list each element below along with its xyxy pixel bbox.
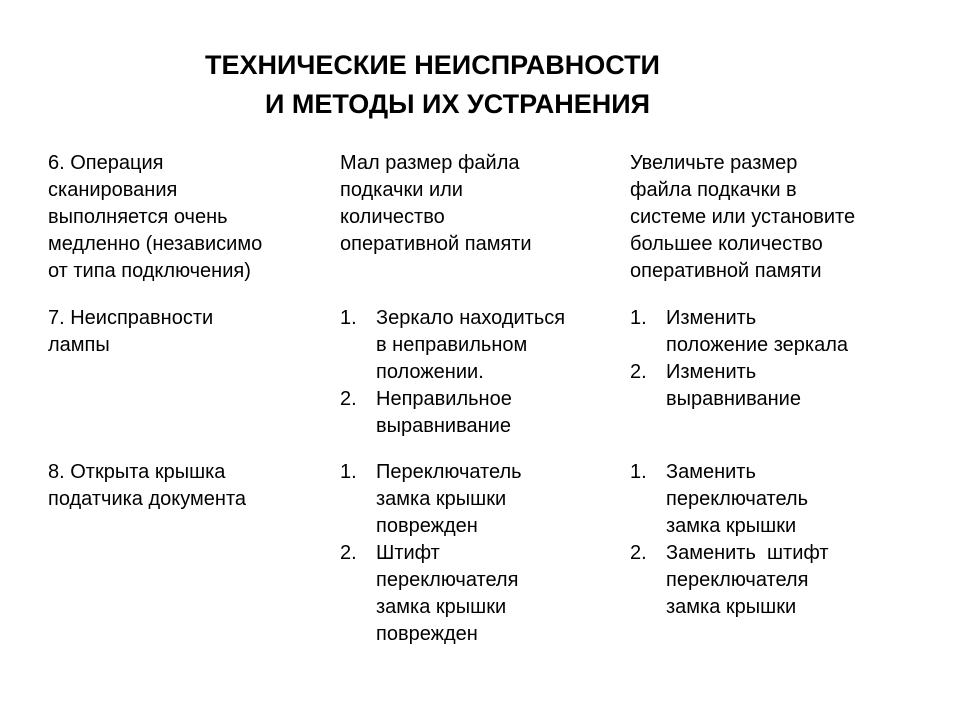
row-8-solution-line: замка крышки [666,515,797,537]
row-8-cause-line: поврежден [376,623,478,645]
row-7-solution-line: выравнивание [666,388,801,410]
row-8-problem-line: податчика документа [48,488,247,510]
row-7-cause-line: Зеркало находиться [376,307,566,329]
row-6-problem-line: выполняется очень [48,206,228,228]
row-8-solution-line: переключатель [666,488,808,510]
row-8-problem-line: 8. Открыта крышка [48,461,226,483]
list-number: 2. [340,542,357,564]
row-7-cause-line: в неправильном [376,334,528,356]
row-7-solution-line: положение зеркала [666,334,849,356]
row-6-problem-line: 6. Операция [48,152,164,174]
row-6-problem-line: сканирования [48,179,178,201]
list-number: 2. [630,542,647,564]
row-6-cause [340,150,532,258]
row-7-causes [340,305,565,440]
row-6-cause-line: оперативной памяти [340,233,532,255]
row-6-cause-line: количество [340,206,445,228]
row-6-cause-line: Мал размер файла [340,152,520,174]
row-6-cause-line: подкачки или [340,179,463,201]
row-6-solution-line: Увеличьте размер [630,152,798,174]
row-8-cause-item [340,459,522,540]
row-7-cause-item [340,305,565,386]
row-8-solution-line: Заменить штифт [666,542,829,564]
row-8-solution-item [630,459,829,540]
row-7-solution-line: Изменить [666,307,757,329]
row-8-problem [48,459,246,513]
list-number: 1. [340,307,357,329]
row-7-solution-item [630,305,848,359]
row-7-problem-line: 7. Неисправности [48,307,214,329]
row-6-problem-line: от типа подключения) [48,260,251,282]
row-8-cause-line: Переключатель [376,461,522,483]
row-8-solutions [630,459,829,621]
row-8-solution-line: переключателя [666,569,809,591]
row-8-solution-item [630,540,829,621]
row-7-cause-line: выравнивание [376,415,511,437]
row-8-cause-line: поврежден [376,515,478,537]
row-8-cause-item [340,540,522,648]
row-8-cause-line: замка крышки [376,596,507,618]
page-title-line-1: ТЕХНИЧЕСКИЕ НЕИСПРАВНОСТИ [205,50,660,80]
list-number: 1. [630,307,647,329]
row-7-cause-line: положении. [376,361,484,383]
row-6-solution-line: файла подкачки в [630,179,797,201]
row-6-solution [630,150,855,285]
row-7-cause-line: Неправильное [376,388,512,410]
row-8-cause-line: замка крышки [376,488,507,510]
row-7-problem [48,305,213,359]
row-7-solutions [630,305,848,413]
list-number: 1. [340,461,357,483]
row-8-causes [340,459,522,648]
row-6-problem [48,150,262,285]
row-8-solution-line: Заменить [666,461,756,483]
row-8-cause-line: Штифт [376,542,440,564]
row-7-cause-item [340,386,565,440]
row-6-solution-line: системе или установите [630,206,856,228]
row-6-problem-line: медленно (независимо [48,233,263,255]
row-6-solution-line: оперативной памяти [630,260,822,282]
page-title-line-2: И МЕТОДЫ ИХ УСТРАНЕНИЯ [265,89,651,119]
row-8-solution-line: замка крышки [666,596,797,618]
list-number: 2. [340,388,357,410]
row-7-solution-line: Изменить [666,361,757,383]
row-7-solution-item [630,359,848,413]
list-number: 1. [630,461,647,483]
row-6-solution-line: большее количество [630,233,823,255]
row-7-problem-line: лампы [48,334,110,356]
list-number: 2. [630,361,647,383]
row-8-cause-line: переключателя [376,569,519,591]
